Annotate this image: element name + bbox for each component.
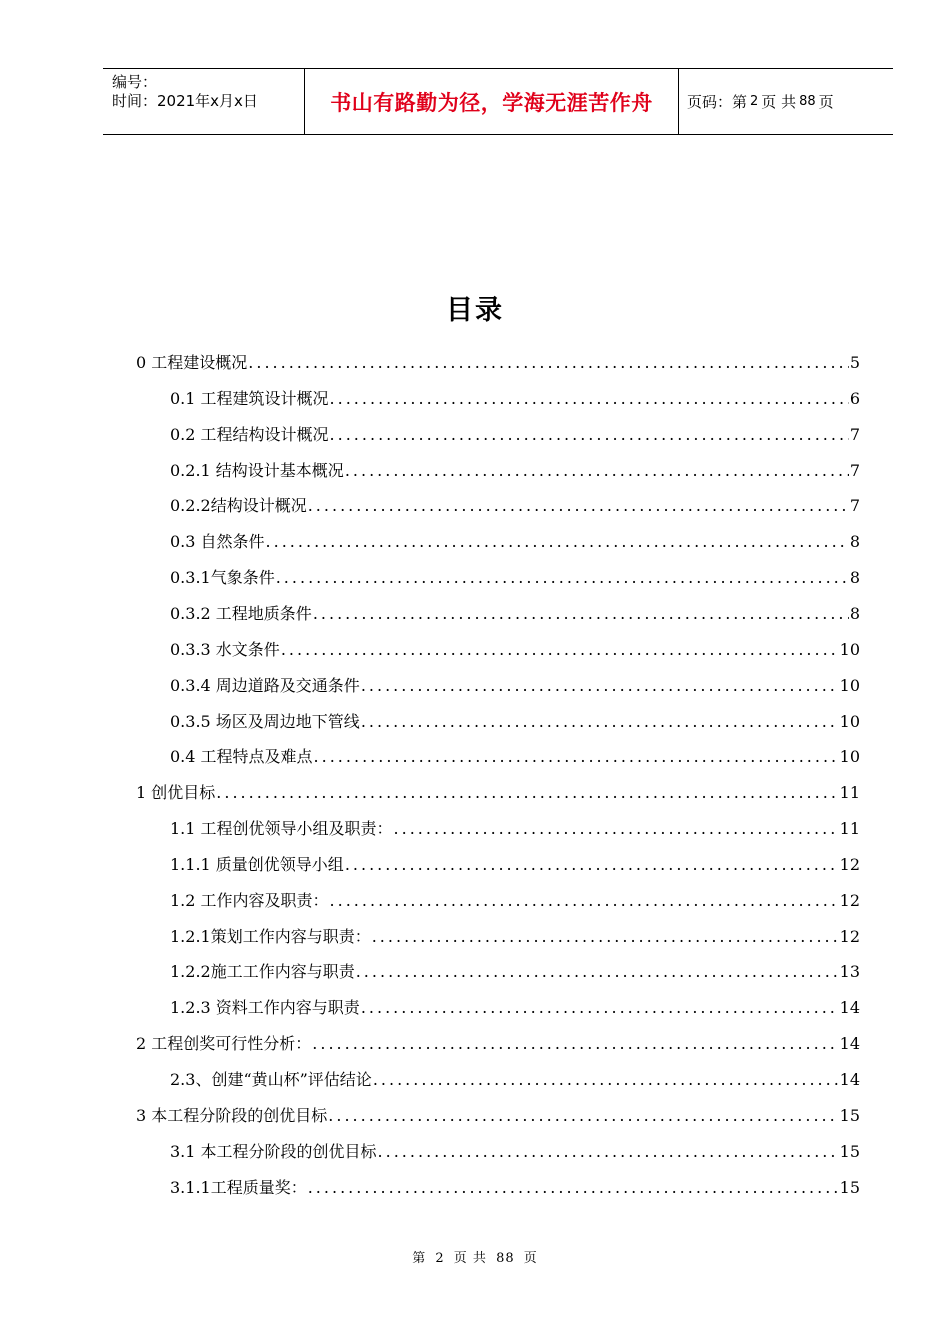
toc-entry-page: 11 — [839, 783, 860, 803]
toc-leader-dots — [248, 351, 849, 375]
toc-entry-label: 0.1 工程建筑设计概况 — [170, 388, 329, 408]
toc-entry-label: 2.3、创建“黄山杯”评估结论 — [170, 1070, 372, 1089]
toc-leader-dots — [266, 530, 849, 554]
toc-leader-dots — [330, 889, 839, 913]
toc-entry-page: 13 — [839, 962, 860, 982]
toc-entry[interactable] — [170, 674, 860, 698]
footer-mid: 页 共 — [453, 1251, 487, 1266]
toc-entry[interactable] — [170, 387, 860, 411]
footer-current: 2 — [435, 1251, 445, 1266]
toc-entry-label: 0.3.1气象条件 — [170, 568, 275, 588]
toc-entry-label: 3.1.1工程质量奖： — [170, 1177, 307, 1197]
toc-entry-label: 1.1 工程创优领导小组及职责： — [170, 819, 393, 839]
toc-entry[interactable] — [170, 745, 860, 769]
toc-entry-label: 0.3.4 周边道路及交通条件 — [170, 675, 360, 695]
toc-title: 目录 — [446, 295, 504, 326]
toc-entry[interactable] — [170, 853, 860, 877]
toc-entry-page: 10 — [839, 711, 860, 731]
header-page-prefix: 页码：第 — [687, 93, 748, 111]
toc-entry[interactable] — [136, 781, 860, 805]
toc-entry[interactable] — [170, 459, 860, 483]
toc-entry-page: 14 — [839, 1034, 860, 1054]
toc-entry-page: 12 — [839, 854, 860, 874]
document-date: 时间：2021年x月x日 — [112, 92, 258, 110]
toc-entry[interactable] — [170, 817, 860, 841]
toc-entry[interactable] — [136, 351, 860, 375]
toc-entry-label: 1.2 工作内容及职责： — [170, 890, 329, 910]
toc-entry-label: 0.2 工程结构设计概况 — [170, 424, 329, 444]
toc-entry-label: 1.1.1 质量创优领导小组 — [170, 854, 344, 874]
toc-entry[interactable] — [170, 996, 860, 1020]
toc-entry-page: 12 — [839, 890, 860, 910]
toc-entry[interactable] — [170, 494, 860, 518]
footer-total: 88 — [496, 1251, 515, 1266]
toc-entry[interactable] — [170, 889, 860, 913]
toc-entry[interactable] — [170, 710, 860, 734]
toc-leader-dots — [281, 638, 839, 662]
toc-entry-label: 1.2.2施工工作内容与职责 — [170, 962, 355, 982]
toc-entry-label: 3 本工程分阶段的创优目标 — [136, 1105, 328, 1125]
toc-entry-page: 15 — [839, 1105, 860, 1125]
toc-entry[interactable] — [170, 566, 860, 590]
header-page-suffix: 页 — [818, 93, 834, 111]
header-page-total: 88 — [799, 94, 816, 109]
page-footer — [0, 1247, 950, 1266]
toc-leader-dots — [361, 674, 839, 698]
toc-entry-page: 6 — [849, 388, 860, 408]
toc-entry[interactable] — [170, 1068, 860, 1092]
toc-leader-dots — [330, 423, 849, 447]
toc-leader-dots — [373, 1068, 839, 1092]
toc-entry-label: 1.2.3 资料工作内容与职责 — [170, 998, 360, 1018]
footer-suffix: 页 — [523, 1251, 538, 1266]
toc-entry-label: 1 创优目标 — [136, 783, 216, 803]
toc-entry[interactable] — [170, 1140, 860, 1164]
header-motto: 书山有路勤为径，学海无涯苦作舟 — [304, 69, 679, 134]
header-page-mid: 页 共 — [761, 93, 797, 111]
toc-leader-dots — [372, 925, 839, 949]
toc-leader-dots — [308, 494, 849, 518]
toc-entry-page: 12 — [839, 926, 860, 946]
toc-entry-label: 0.3 自然条件 — [170, 532, 265, 552]
toc-entry-page: 10 — [839, 747, 860, 767]
toc-leader-dots — [328, 1104, 838, 1128]
toc-leader-dots — [361, 996, 839, 1020]
toc-entry[interactable] — [170, 530, 860, 554]
toc-entry-page: 7 — [849, 460, 860, 480]
toc-entry-label: 2 工程创奖可行性分析： — [136, 1034, 312, 1054]
toc-entry-page: 8 — [849, 603, 860, 623]
document-number-label: 编号： — [112, 73, 158, 91]
toc-leader-dots — [308, 1176, 839, 1200]
toc-leader-dots — [345, 853, 839, 877]
toc-leader-dots — [276, 566, 849, 590]
toc-entry-page: 10 — [839, 675, 860, 695]
toc-entry[interactable] — [136, 1032, 860, 1056]
toc-entry-page: 7 — [849, 424, 860, 444]
toc-entry-page: 14 — [839, 998, 860, 1018]
footer-prefix: 第 — [412, 1251, 427, 1266]
toc-leader-dots — [312, 1032, 838, 1056]
toc-entry-label: 0.3.5 场区及周边地下管线 — [170, 711, 360, 731]
toc-entry-label: 0.2.1 结构设计基本概况 — [170, 460, 344, 480]
toc-entry-page: 8 — [849, 568, 860, 588]
toc-leader-dots — [361, 710, 839, 734]
toc-entry-label: 1.2.1策划工作内容与职责： — [170, 926, 371, 946]
toc-leader-dots — [378, 1140, 839, 1164]
toc-entry-label: 0.4 工程特点及难点 — [170, 747, 313, 767]
toc-leader-dots — [394, 817, 839, 841]
toc-entry-label: 3.1 本工程分阶段的创优目标 — [170, 1141, 377, 1161]
toc-entry-page: 8 — [849, 532, 860, 552]
header-page-current: 2 — [750, 94, 759, 109]
toc-entry-page: 10 — [839, 639, 860, 659]
toc-entry-page: 14 — [839, 1070, 860, 1089]
toc-entry[interactable] — [170, 423, 860, 447]
toc-leader-dots — [330, 387, 849, 411]
toc-leader-dots — [313, 602, 849, 626]
toc-entry[interactable] — [170, 925, 860, 949]
toc-entry-page: 5 — [849, 353, 860, 372]
toc-leader-dots — [356, 960, 839, 984]
toc-entry[interactable] — [170, 960, 860, 984]
toc-entry-page: 7 — [849, 496, 860, 516]
toc-entry-label: 0.2.2结构设计概况 — [170, 496, 307, 516]
toc-entry-label: 0 工程建设概况 — [136, 353, 248, 372]
toc-entry[interactable] — [170, 638, 860, 662]
toc-leader-dots — [314, 745, 839, 769]
toc-entry-label: 0.3.3 水文条件 — [170, 639, 280, 659]
toc-entry-page: 15 — [839, 1177, 860, 1197]
toc-entry-label: 0.3.2 工程地质条件 — [170, 603, 312, 623]
toc-leader-dots — [216, 781, 838, 805]
toc-entry[interactable] — [170, 1176, 860, 1200]
toc-entry[interactable] — [170, 602, 860, 626]
toc-entry-page: 15 — [839, 1141, 860, 1161]
toc-leader-dots — [345, 459, 849, 483]
toc-entry-page: 11 — [839, 819, 860, 839]
toc-entry[interactable] — [136, 1104, 860, 1128]
